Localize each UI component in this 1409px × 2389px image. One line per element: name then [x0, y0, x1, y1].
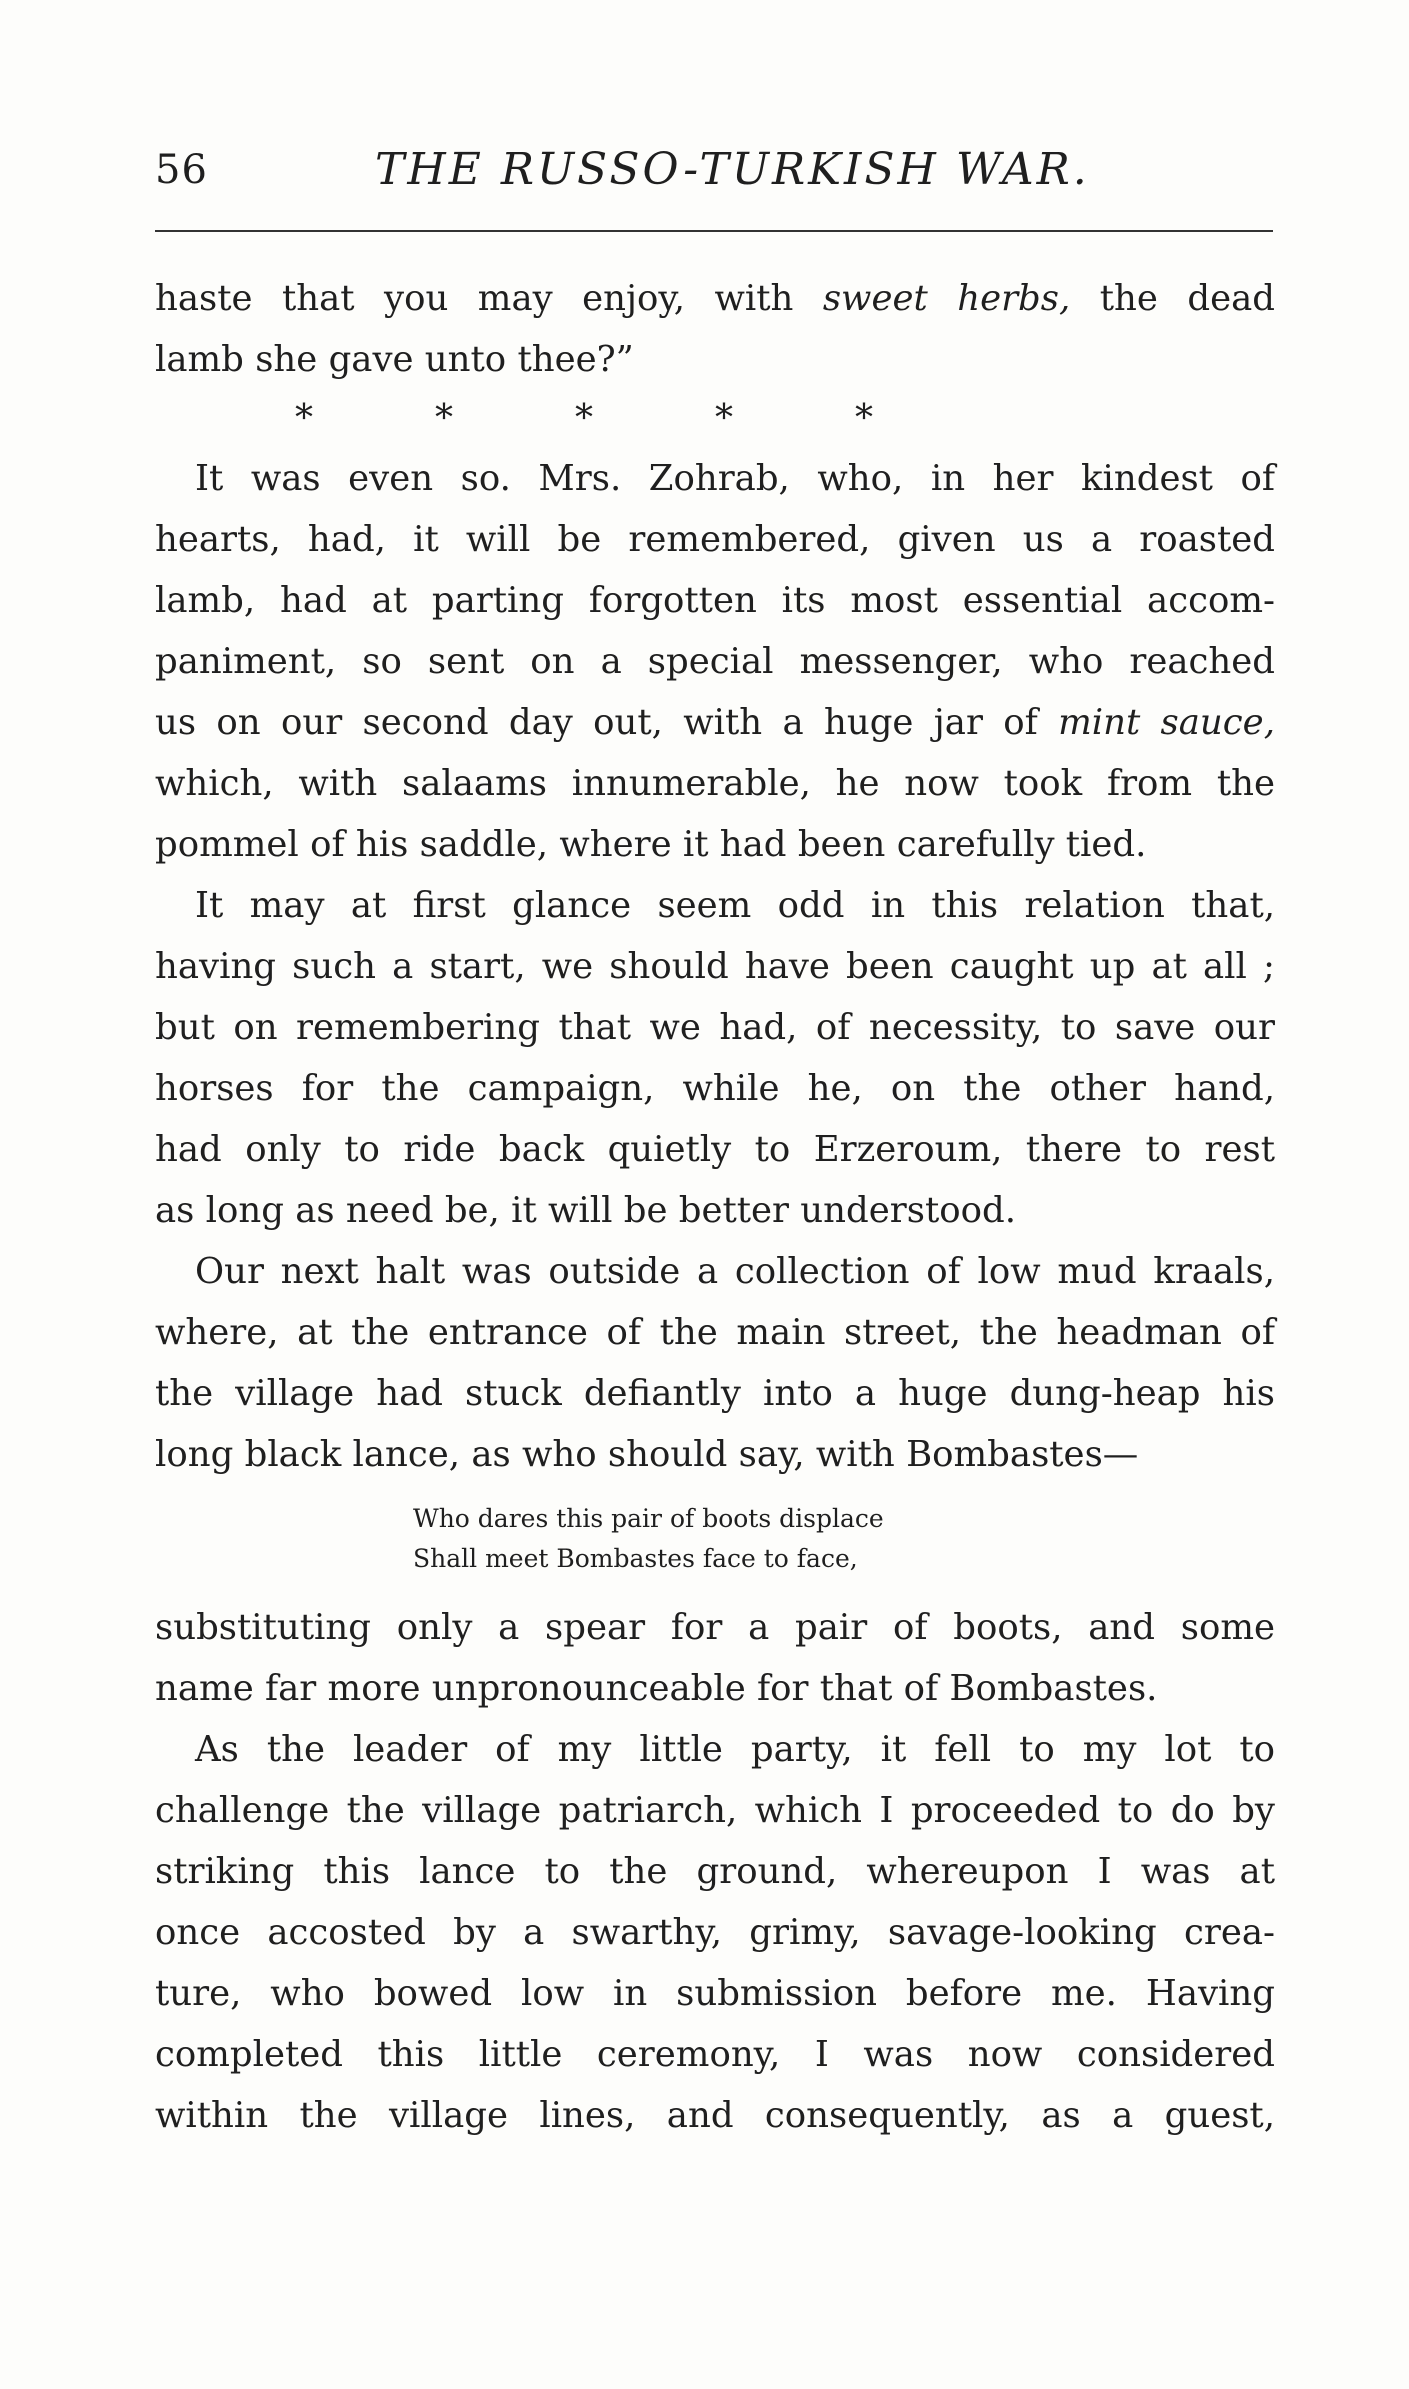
- running-title: THE RUSSO-TURKISH WAR.: [375, 144, 1090, 195]
- text-line: where, at the entrance of the main street, the headman of: [155, 1312, 1275, 1353]
- paragraph-start-line: It was even so. Mrs. Zohrab, who, in her kindest of: [195, 458, 1275, 499]
- paragraph-start-line: It may at first glance seem odd in this relation that,: [195, 885, 1275, 926]
- text-line: ture, who bowed low in submission before me. Having: [155, 1973, 1275, 2014]
- text-line: the village had stuck defiantly into a huge dung-heap his: [155, 1373, 1275, 1414]
- star: *: [575, 398, 593, 439]
- text-line: horses for the campaign, while he, on the other hand,: [155, 1068, 1275, 1109]
- text-line: hearts, had, it will be remembered, given us a roasted: [155, 519, 1275, 560]
- verse-quotation: [155, 1485, 1275, 1597]
- text-line: completed this little ceremony, I was now considered: [155, 2034, 1275, 2075]
- paragraph-start-line: Our next halt was outside a collection of low mud kraals,: [195, 1251, 1275, 1292]
- text-line: striking this lance to the ground, whereupon I was at: [155, 1851, 1275, 1892]
- text-line: having such a start, we should have been caught up at all ;: [155, 946, 1275, 987]
- text-line: but on remembering that we had, of necessity, to save our: [155, 1007, 1275, 1048]
- italic-phrase: sweet herbs,: [822, 278, 1071, 319]
- paragraph-start-line: As the leader of my little party, it fell to my lot to: [195, 1729, 1275, 1770]
- star: *: [295, 398, 313, 439]
- star: *: [855, 398, 873, 439]
- header-rule: [155, 230, 1273, 232]
- text-line: lamb she gave unto thee?”: [155, 339, 634, 380]
- section-break-stars: [155, 390, 1275, 448]
- text-line: pommel of his saddle, where it had been carefully tied.: [155, 824, 1147, 865]
- body-text: [155, 268, 1275, 2146]
- page-number: 56: [155, 147, 208, 193]
- text-line: as long as need be, it will be better understood.: [155, 1190, 1016, 1231]
- star: *: [715, 398, 733, 439]
- verse-line: Who dares this pair of boots displace: [413, 1504, 884, 1533]
- italic-phrase: mint sauce,: [1058, 702, 1275, 743]
- text-line: long black lance, as who should say, with Bombastes—: [155, 1434, 1139, 1475]
- text-line: had only to ride back quietly to Erzeroum, there to rest: [155, 1129, 1275, 1170]
- verse-line: Shall meet Bombastes face to face,: [413, 1544, 858, 1573]
- text-line: once accosted by a swarthy, grimy, savage-looking crea-: [155, 1912, 1275, 1953]
- star: *: [435, 398, 453, 439]
- text-line: lamb, had at parting forgotten its most essential accom-: [155, 580, 1275, 621]
- page-header: [155, 140, 1275, 200]
- text-line: paniment, so sent on a special messenger, who reached: [155, 641, 1275, 682]
- text-line: name far more unpronounceable for that of Bombastes.: [155, 1668, 1158, 1709]
- text-line: haste that you may enjoy, with sweet herbs, the dead: [155, 278, 1275, 319]
- text-line: us on our second day out, with a huge jar of mint sauce,: [155, 702, 1275, 743]
- text-line: challenge the village patriarch, which I proceeded to do by: [155, 1790, 1275, 1831]
- text-line: substituting only a spear for a pair of boots, and some: [155, 1607, 1275, 1648]
- text-line: which, with salaams innumerable, he now took from the: [155, 763, 1275, 804]
- text-line: within the village lines, and consequently, as a guest,: [155, 2095, 1275, 2136]
